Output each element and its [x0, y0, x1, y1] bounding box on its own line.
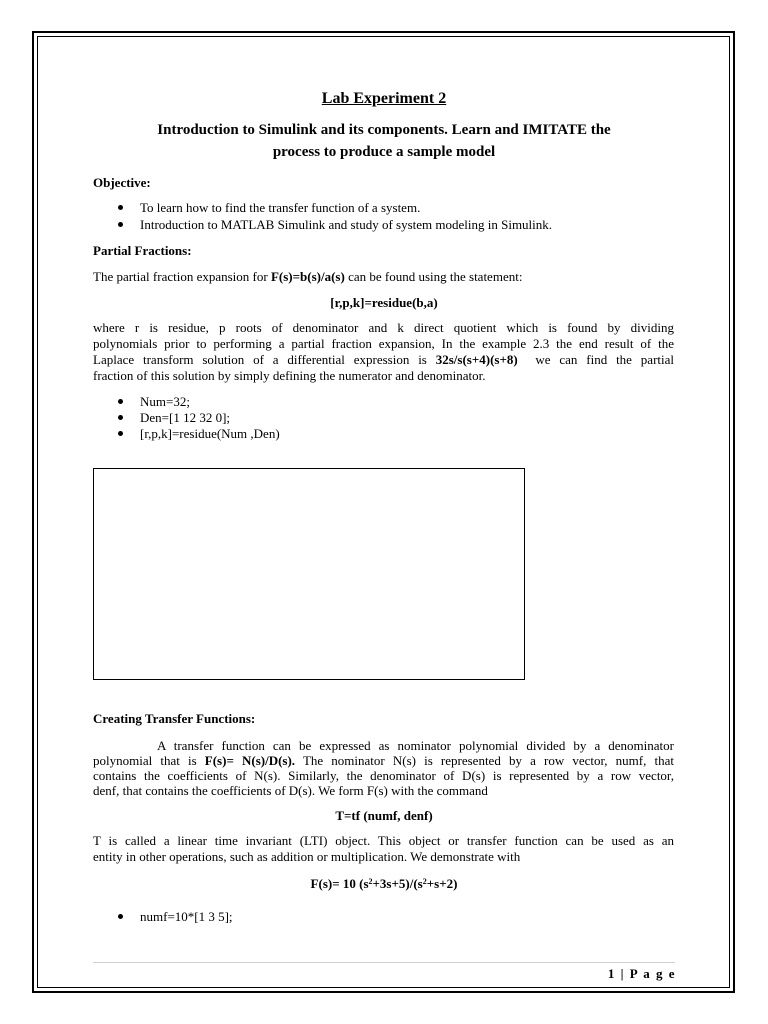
- tf-command: T=tf (numf, denf): [335, 808, 433, 823]
- output-placeholder-box: [93, 468, 525, 680]
- bullet-icon: [118, 399, 123, 404]
- code-item: [r,p,k]=residue(Num ,Den): [140, 426, 280, 441]
- partial-para-line: fraction of this solution by simply defining the numerator and denominator.: [93, 368, 486, 383]
- lti-line: T is called a linear time invariant (LTI) object. This object or transfer function can be used as an: [93, 833, 674, 848]
- intro-expression: F(s)=b(s)/a(s): [270, 269, 345, 284]
- bullet-icon: [118, 914, 123, 919]
- partial-para-line: where r is residue, p roots of denominator and k direct quotient which is found by dividing: [93, 320, 674, 335]
- bullet-icon: [118, 205, 123, 210]
- code-item: numf=10*[1 3 5];: [140, 909, 233, 924]
- subtitle-line-2: process to produce a sample model: [272, 144, 496, 160]
- tf-para-line: polynomial that is F(s)= N(s)/D(s). The nominator N(s) is represented by a row vector, numf, that: [93, 753, 674, 768]
- bullet-icon: [118, 431, 123, 436]
- partial-para-line: Laplace transform solution of a differential expression is 32s/s(s+4)(s+8) we can find the partial: [93, 352, 674, 367]
- partial-fractions-intro: The partial fraction expansion for F(s)=b(s)/a(s) can be found using the statement:: [93, 269, 523, 284]
- lti-line: entity in other operations, such as addition or multiplication. We demonstrate with: [93, 849, 521, 864]
- partial-fractions-heading: Partial Fractions:: [93, 243, 192, 258]
- partial-para-line: polynomials prior to performing a partial fraction expansion, In the example 2.3 the end result of the: [93, 336, 674, 351]
- tf-para-line: A transfer function can be expressed as nominator polynomial divided by a denominator: [157, 738, 674, 753]
- page-title: Lab Experiment 2: [321, 90, 447, 107]
- tf-para-line: contains the coefficients of N(s). Similarly, the denominator of D(s) is represented by a row vector,: [93, 768, 674, 783]
- objective-item: Introduction to MATLAB Simulink and study of system modeling in Simulink.: [140, 217, 553, 232]
- bullet-icon: [118, 222, 123, 227]
- page-footer: 1 | P a g e: [607, 966, 676, 981]
- residue-statement: [r,p,k]=residue(b,a): [330, 295, 438, 310]
- example-equation: F(s)= 10 $(s^2+3s+5)/(s^2+s+2)$: [310, 876, 458, 891]
- page-label: P a g e: [629, 966, 676, 981]
- code-item: Den=[1 12 32 0];: [140, 410, 231, 425]
- objective-item: To learn how to find the transfer function of a system.: [140, 200, 421, 215]
- tf-para-line: denf, that contains the coefficients of D(s). We form F(s) with the command: [93, 783, 488, 798]
- objective-heading: Objective:: [93, 175, 151, 190]
- footer-divider: [93, 962, 675, 963]
- subtitle-line-1: Introduction to Simulink and its components. Learn and IMITATE the: [157, 122, 611, 138]
- bullet-icon: [118, 415, 123, 420]
- transfer-functions-heading: Creating Transfer Functions:: [93, 711, 256, 726]
- page-number: 1: [607, 966, 616, 981]
- code-item: Num=32;: [140, 394, 190, 409]
